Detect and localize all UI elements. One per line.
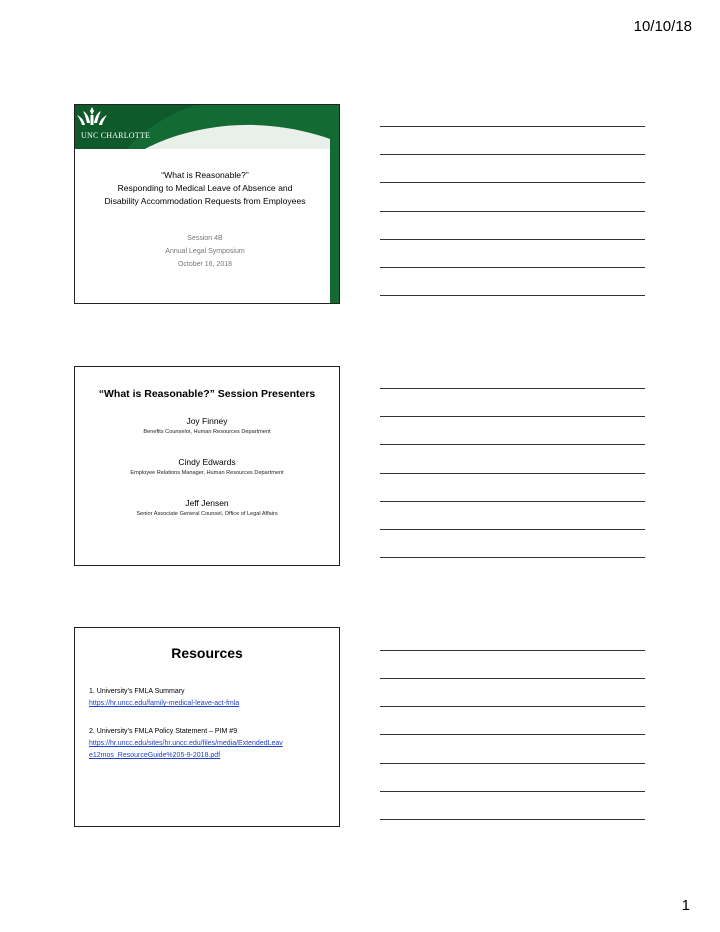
title-line: Responding to Medical Leave of Absence and	[117, 183, 293, 193]
presenter-role: Employee Relations Manager, Human Resources Department	[130, 470, 284, 476]
banner-swoosh	[75, 105, 340, 149]
note-line	[380, 791, 645, 792]
presenter-name: Jeff Jensen	[185, 498, 229, 508]
presenter-role: Senior Associate General Counsel, Office of Legal Affairs	[136, 511, 278, 517]
event-name: Annual Legal Symposium	[165, 248, 245, 255]
slide-title-text	[85, 169, 325, 208]
session-info	[85, 232, 325, 271]
note-line	[380, 473, 645, 474]
note-line	[380, 295, 645, 296]
resource-item	[89, 686, 329, 710]
note-line	[380, 557, 645, 558]
resource-item	[89, 726, 329, 762]
title-line: “What is Reasonable?”	[161, 170, 249, 180]
note-line	[380, 444, 645, 445]
resource-label: 2. University’s FMLA Policy Statement – PIM #9	[89, 728, 238, 735]
note-line	[380, 529, 645, 530]
page-number: 1	[681, 897, 690, 914]
note-line	[380, 706, 645, 707]
resource-link[interactable]: https://hr.uncc.edu/sites/hr.uncc.edu/files/media/ExtendedLeav	[89, 740, 283, 747]
presenter-role: Benefits Counselor, Human Resources Department	[143, 429, 271, 435]
note-line	[380, 267, 645, 268]
presenter	[75, 456, 339, 478]
note-line	[380, 678, 645, 679]
page-date: 10/10/18	[633, 18, 692, 35]
presenter	[75, 415, 339, 437]
slide-heading: Resources	[171, 645, 243, 661]
session-number: Session 4B	[187, 235, 223, 242]
resource-label: 1. University’s FMLA Summary	[89, 688, 185, 695]
presenter-name: Joy Finney	[186, 416, 228, 426]
resource-link[interactable]: https://hr.uncc.edu/family-medical-leave-act-fmla	[89, 700, 240, 707]
slide-resources	[74, 627, 340, 827]
resource-link[interactable]: e12mos_ResourceGuide%205-9-2018.pdf	[89, 752, 221, 759]
note-line	[380, 211, 645, 212]
note-line	[380, 126, 645, 127]
note-line	[380, 154, 645, 155]
note-line	[380, 239, 645, 240]
presenter-name: Cindy Edwards	[178, 457, 236, 467]
event-date: October 16, 2018	[177, 261, 233, 268]
note-line	[380, 819, 645, 820]
title-line: Disability Accommodation Requests from Employees	[104, 196, 306, 206]
note-line	[380, 388, 645, 389]
note-line	[380, 763, 645, 764]
slide-banner	[75, 105, 339, 149]
note-line	[380, 416, 645, 417]
unc-charlotte-crown-icon	[75, 105, 109, 129]
note-line	[380, 734, 645, 735]
note-line	[380, 182, 645, 183]
note-line	[380, 501, 645, 502]
presenter	[75, 497, 339, 519]
slide-presenters	[74, 366, 340, 566]
slide-heading: “What is Reasonable?” Session Presenters	[98, 388, 316, 400]
slide-title	[74, 104, 340, 304]
slide-side-bar	[330, 105, 339, 303]
note-line	[380, 650, 645, 651]
logo-wordmark: UNC CHARLOTTE	[81, 131, 151, 140]
